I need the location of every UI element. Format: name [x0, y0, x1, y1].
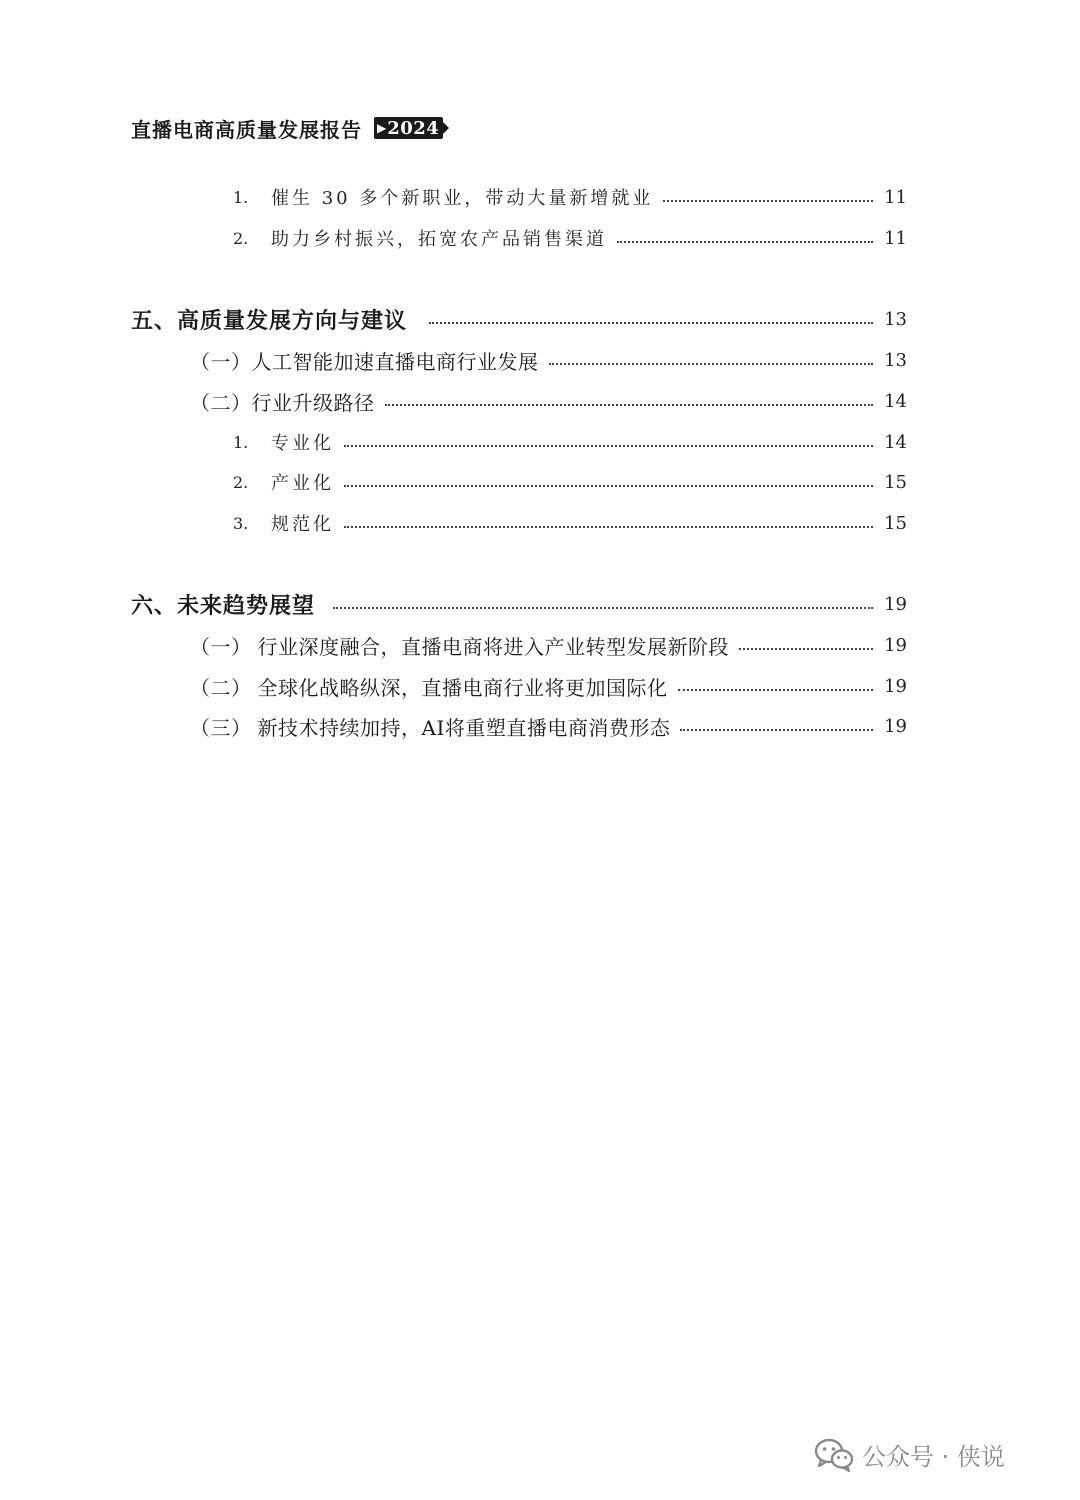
toc-subsection[interactable] — [190, 671, 907, 701]
leader-dots — [739, 648, 873, 650]
toc-entry-page: 13 — [884, 349, 907, 371]
watermark — [814, 1437, 1005, 1472]
subsection-text: 行业升级路径 — [251, 390, 375, 415]
toc-subsection[interactable] — [190, 386, 907, 416]
badge-year: 2024 — [387, 117, 440, 139]
leader-dots — [680, 729, 873, 731]
toc-entry-page: 11 — [884, 227, 907, 249]
leader-dots — [617, 241, 873, 243]
toc-entry[interactable] — [233, 427, 907, 457]
toc-entry-page: 19 — [884, 593, 907, 615]
toc-entry-number: 2. — [233, 228, 249, 248]
toc-section-title: 六、未来趋势展望 — [131, 592, 316, 619]
subsection-marker: （一） — [190, 349, 252, 374]
toc-entry-page: 13 — [884, 308, 907, 330]
toc-entry[interactable] — [233, 223, 907, 253]
toc-entry-page: 14 — [884, 390, 907, 412]
subsection-text: 新技术持续加持，AI将重塑直播电商消费形态 — [257, 715, 671, 740]
watermark-text: 公众号 · 侠说 — [862, 1443, 1005, 1471]
toc-entry-label: 规范化 — [271, 514, 334, 535]
leader-dots — [678, 689, 874, 691]
toc-entry-number: 3. — [233, 513, 249, 533]
toc-entry-label: 专业化 — [271, 433, 334, 454]
toc-section-6[interactable] — [131, 589, 907, 619]
toc-entry-number: 2. — [233, 472, 249, 492]
camera-tab-icon — [443, 122, 449, 134]
toc-entry-page: 19 — [884, 715, 907, 737]
document-header — [131, 112, 443, 144]
leader-dots — [344, 526, 873, 528]
toc-entry-page: 14 — [884, 431, 907, 453]
subsection-marker: （三） — [190, 715, 252, 740]
toc-subsection-label — [190, 672, 668, 701]
toc-subsection-label — [190, 387, 375, 416]
subsection-text: 行业深度融合，直播电商将进入产业转型发展新阶段 — [257, 634, 729, 659]
leader-dots — [385, 404, 874, 406]
leader-dots — [333, 607, 873, 609]
toc-subsection-label — [190, 631, 729, 660]
toc-entry[interactable] — [233, 182, 907, 212]
toc-entry-number: 1. — [233, 432, 249, 452]
toc-section-5[interactable] — [131, 304, 907, 334]
leader-dots — [663, 200, 873, 202]
toc-entry-page: 11 — [884, 186, 907, 208]
toc-entry-page: 19 — [884, 634, 907, 656]
leader-dots — [549, 363, 874, 365]
toc-section-title: 五、高质量发展方向与建议 — [131, 307, 408, 334]
toc-entry-label: 助力乡村振兴，拓宽农产品销售渠道 — [271, 229, 607, 250]
toc-entry-number: 1. — [233, 187, 249, 207]
toc-subsection[interactable] — [190, 630, 907, 660]
toc-subsection-label — [190, 712, 670, 741]
toc-entry-page: 15 — [884, 512, 907, 534]
toc-entry-label: 催生 30 多个新职业，带动大量新增就业 — [271, 188, 654, 209]
toc-subsection-label — [190, 346, 539, 375]
toc-subsection[interactable] — [190, 345, 907, 375]
leader-dots — [344, 445, 873, 447]
toc-entry[interactable] — [233, 467, 907, 497]
subsection-text: 全球化战略纵深，直播电商行业将更加国际化 — [257, 675, 668, 700]
toc-entry-page: 19 — [884, 675, 907, 697]
year-badge — [374, 117, 443, 139]
report-title: 直播电商高质量发展报告 — [131, 117, 362, 142]
leader-dots — [344, 485, 873, 487]
toc-subsection[interactable] — [190, 711, 907, 741]
subsection-marker: （二） — [190, 390, 252, 415]
leader-dots — [429, 322, 873, 324]
subsection-marker: （二） — [190, 675, 252, 700]
subsection-marker: （一） — [190, 634, 252, 659]
subsection-text: 人工智能加速直播电商行业发展 — [251, 349, 539, 374]
toc-entry[interactable] — [233, 508, 907, 538]
toc-entry-page: 15 — [884, 471, 907, 493]
wechat-icon — [814, 1438, 854, 1472]
toc-entry-label: 产业化 — [271, 473, 334, 494]
play-icon: ▶ — [377, 121, 387, 135]
